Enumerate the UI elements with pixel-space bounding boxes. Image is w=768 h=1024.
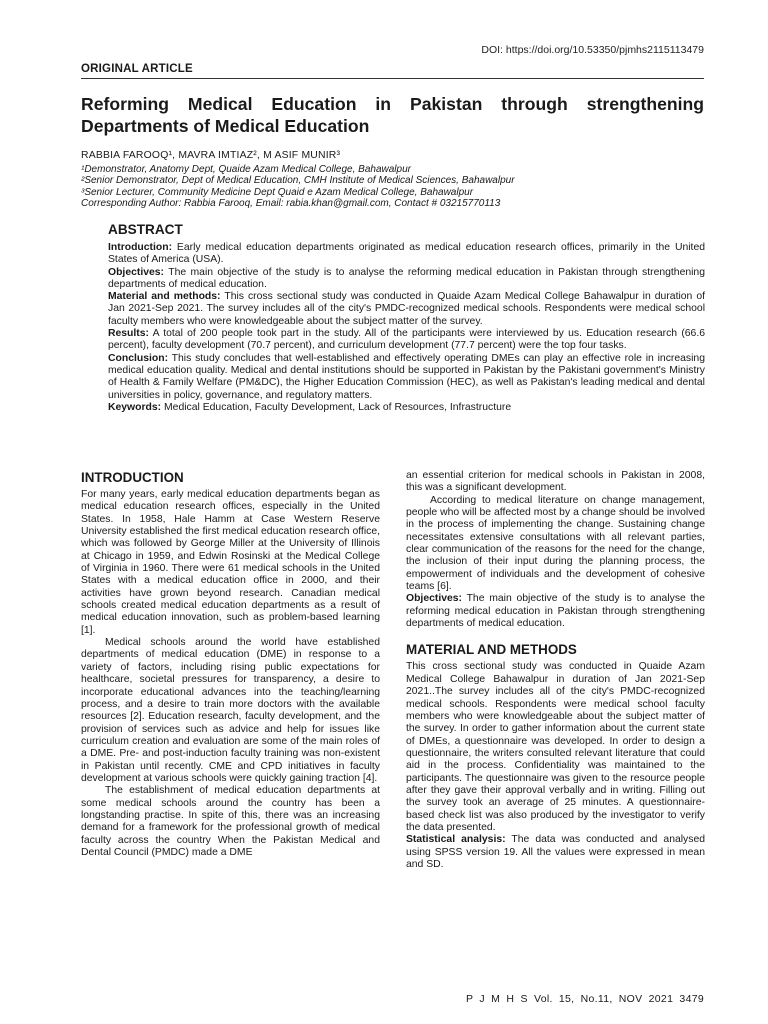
- objectives-text: The main objective of the study is to analyse the reforming medical education in Pakistan through strengthening departments of medical education.: [406, 593, 705, 630]
- abstract-methods-label: Material and methods:: [108, 291, 221, 303]
- affiliation-3: ³Senior Lecturer, Community Medicine Dept Quaid e Azam Medical College, Bahawalpur: [81, 186, 474, 198]
- page-footer: P J M H S Vol. 15, No.11, NOV 2021 3479: [465, 993, 704, 1005]
- statistical-analysis-paragraph: [406, 834, 705, 871]
- abstract-results-text: A total of 200 people took part in the study. All of the participants were interviewed by us. Education research (66.6 percent), faculty development (70.7 percent), and curriculum development (77.7 percent) were the top four tasks.: [108, 328, 705, 352]
- abstract-results-label: Results:: [108, 328, 149, 340]
- author-block: [81, 150, 704, 210]
- abstract-objectives-text: The main objective of the study is to analyse the reforming medical education in Pakistan through strengthening departments of medical education.: [108, 266, 705, 290]
- paper-title: Reforming Medical Education in Pakistan through strengthening Departments of Medical Education: [81, 94, 704, 136]
- abstract-objectives-label: Objectives:: [108, 266, 165, 278]
- objectives-paragraph: [406, 593, 705, 630]
- abstract-methods-text: This cross sectional study was conducted in Quaide Azam Medical College Bahawalpur in duration of Jan 2021-Sep 2021. The survey includes all of the city's PMDC-recognized medical schools. Respondents were medical school faculty members who were knowledgeable about the subject matter of the survey.: [108, 291, 706, 327]
- introduction-heading: INTRODUCTION: [81, 470, 184, 485]
- corresponding-author: Corresponding Author: Rabbia Farooq, Email: rabia.khan@gmail.com, Contact # 03215770113: [81, 198, 501, 210]
- abstract-introduction-label: Introduction:: [108, 242, 173, 253]
- introduction-paragraph-3: The establishment of medical education departments at some medical schools around the country has been a longstanding practise. In spite of this, there was an increasing demand for a framework for the professional growth of medical faculty across the country When the Pakistan Medical and Dental Council (PMDC) made a DME: [81, 785, 380, 858]
- introduction-paragraph-3-continued: an essential criterion for medical schools in Pakistan in 2008, this was a significant development.: [406, 470, 705, 494]
- abstract-section: [108, 222, 705, 414]
- left-column: [81, 470, 380, 859]
- abstract-methods: [108, 291, 705, 328]
- introduction-paragraph-1: For many years, early medical education departments began as medical education research offices, especially in the United States. In 1958, Hale Hamm at Case Western Reserve University established the first medical education research office, which was followed by George Miller at the University of Illinois at Chicago in 1959, and Edwin Rosinski at the Medical College of Virginia in 1960. There were 61 medical schools in the United States with a medical education office in 2000, and their activities have grown beyond research. Canadian medical schools created medical education departments as a result of medical education innovation, such as problem-based learning [1].: [81, 489, 380, 636]
- introduction-paragraph-2: Medical schools around the world have established departments of medical education (DME) in response to a variety of factors, including rising public expectations for healthcare, societal pressures for transparency, a desire to incorporate educational advances into the teaching/learning process, and a desire to train more doctors with the available resources [2]. Education research, faculty development, and the provision of services such as advice and help for issues like curriculum creation and evaluation are some of the main roles of a DME. Pre- and post-induction faculty training was non-existent in Pakistan until recently. CME and CPD initiatives in faculty development at various schools were quickly gaining traction [4].: [81, 637, 380, 784]
- abstract-keywords-text: Medical Education, Faculty Development, Lack of Resources, Infrastructure: [161, 401, 512, 413]
- abstract-conclusion-label: Conclusion:: [108, 352, 169, 364]
- affiliation-1: ¹Demonstrator, Anatomy Dept, Quaide Azam Medical College, Bahawalpur: [81, 163, 411, 175]
- objectives-label: Objectives:: [406, 593, 463, 605]
- abstract-introduction: [108, 242, 705, 267]
- abstract-keywords-label: Keywords:: [108, 401, 162, 413]
- abstract-heading: ABSTRACT: [108, 222, 183, 237]
- article-type-label: ORIGINAL ARTICLE: [81, 63, 193, 75]
- header-rule: [81, 78, 704, 79]
- abstract-conclusion-text: This study concludes that well-established and effectively operating DMEs can play an effective role in increasing medical education quality. Medical and dental institutions should be supported in Pakistan by the Pakistani government's Ministry of Health & Family Welfare (PM&DC), the Higher Education Commission (HEC), as well as Pakistan's leading medical and dental universities in policy, governance, and regulatory matters.: [108, 352, 705, 401]
- abstract-introduction-text: Early medical education departments originated as medical education research offices, primarily in the United States of America (USA).: [108, 242, 705, 266]
- methods-paragraph: This cross sectional study was conducted in Quaide Azam Medical College Bahawalpur in duration of Jan 2021-Sep 2021..The survey includes all of the city's PMDC-recognized medical schools. Respondents were medical school faculty members who were knowledgeable about the subject matter of the survey. In order to gather information about the current state of DMEs, a questionnaire was developed. In order to design a questionnaire, the writers consulted relevant literature that could aid in the process. Confidentiality was maintained to the participants. The questionnaire was given to the resource people after they gave their approval verbally and in writing. Filling out the survey took an average of 25 minutes. A questionnaire-based check list was also produced by the investigator to verify the data presented.: [406, 661, 705, 833]
- abstract-objectives: [108, 267, 705, 292]
- doi-line: DOI: https://doi.org/10.53350/pjmhs2115113479: [481, 44, 704, 56]
- introduction-paragraph-4: According to medical literature on change management, people who will be affected most by a change should be involved in the process of implementing the change. Sustaining change necessitates extensive consultations with all relevant parties, clear communication of the reasons for the need for the change, the inclusion of their input during the planning process, the empowerment of individuals and the development of cohesive teams [6].: [406, 494, 705, 593]
- abstract-keywords: [108, 402, 705, 414]
- methods-heading: MATERIAL AND METHODS: [406, 642, 577, 658]
- statistical-analysis-text: The data was conducted and analysed using SPSS version 19. All the values were expressed in mean and SD.: [406, 834, 706, 870]
- right-column: [406, 470, 705, 871]
- abstract-conclusion: [108, 353, 705, 402]
- statistical-analysis-label: Statistical analysis:: [406, 834, 506, 846]
- affiliation-2: ²Senior Demonstrator, Dept of Medical Education, CMH Institute of Medical Sciences, Bahawalpur: [81, 175, 515, 187]
- abstract-results: [108, 328, 705, 353]
- author-names: RABBIA FAROOQ¹, MAVRA IMTIAZ², M ASIF MUNIR³: [81, 150, 341, 161]
